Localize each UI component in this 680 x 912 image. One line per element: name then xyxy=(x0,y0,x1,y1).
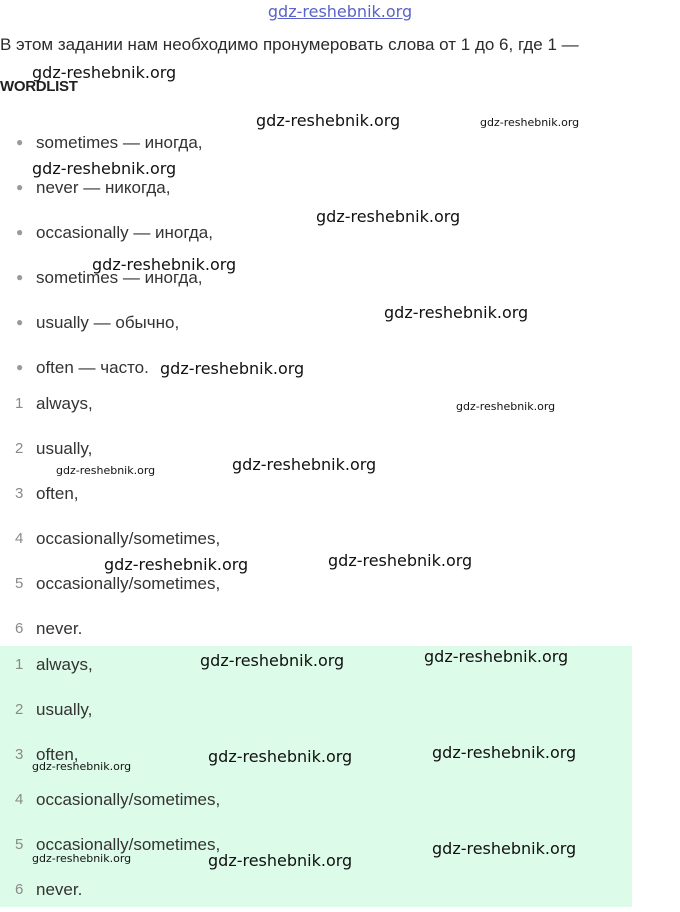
item-text: usually, xyxy=(36,439,93,458)
bullet-icon: ● xyxy=(16,135,24,149)
item-text: always, xyxy=(36,394,93,413)
list-item xyxy=(0,210,213,255)
item-text: always, xyxy=(36,655,93,674)
wordlist-item-text: often — часто. xyxy=(36,358,149,377)
watermark: gdz-reshebnik.org xyxy=(208,851,353,870)
item-number: 6 xyxy=(15,620,24,637)
item-text: occasionally/sometimes, xyxy=(36,790,221,809)
item-number: 5 xyxy=(15,575,24,592)
watermark: gdz-reshebnik.org xyxy=(32,159,177,178)
list-item xyxy=(0,642,220,687)
wordlist-item-text: occasionally — иногда, xyxy=(36,223,213,242)
watermark: gdz-reshebnik.org xyxy=(92,255,237,274)
watermark: gdz-reshebnik.org xyxy=(424,647,569,666)
item-number: 4 xyxy=(15,530,24,547)
wordlist-item-text: sometimes — иногда, xyxy=(36,268,203,287)
watermark: gdz-reshebnik.org xyxy=(200,651,345,670)
list-item xyxy=(0,687,220,732)
watermark: gdz-reshebnik.org xyxy=(32,852,132,865)
watermark: gdz-reshebnik.org xyxy=(32,760,132,773)
bullet-icon: ● xyxy=(16,360,24,374)
item-text: usually, xyxy=(36,700,93,719)
item-number: 2 xyxy=(15,701,24,718)
item-number: 3 xyxy=(15,746,24,763)
watermark: gdz-reshebnik.org xyxy=(32,63,177,82)
watermark: gdz-reshebnik.org xyxy=(256,111,401,130)
item-text: often, xyxy=(36,484,79,503)
list-item xyxy=(0,867,220,912)
watermark: gdz-reshebnik.org xyxy=(316,207,461,226)
intro-text: В этом задании нам необходимо пронумеровать слова от 1 до 6, где 1 — xyxy=(0,35,579,54)
list-item xyxy=(0,777,220,822)
item-text: occasionally/sometimes, xyxy=(36,835,221,854)
watermark: gdz-reshebnik.org xyxy=(480,116,580,129)
section-title: WORDLIST xyxy=(0,78,78,95)
item-number: 4 xyxy=(15,791,24,808)
item-number: 1 xyxy=(15,656,24,673)
bullet-icon: ● xyxy=(16,315,24,329)
watermark: gdz-reshebnik.org xyxy=(384,303,529,322)
item-text: never. xyxy=(36,619,83,638)
answer-list xyxy=(0,642,220,912)
item-text: occasionally/sometimes, xyxy=(36,574,221,593)
watermark: gdz-reshebnik.org xyxy=(104,555,249,574)
list-item xyxy=(0,300,213,345)
watermark: gdz-reshebnik.org xyxy=(232,455,377,474)
item-number: 5 xyxy=(15,836,24,853)
bullet-icon: ● xyxy=(16,225,24,239)
item-number: 2 xyxy=(15,440,24,457)
list-item xyxy=(0,381,220,426)
watermark: gdz-reshebnik.org xyxy=(160,359,305,378)
watermark: gdz-reshebnik.org xyxy=(432,839,577,858)
item-number: 6 xyxy=(15,881,24,898)
bullet-icon: ● xyxy=(16,270,24,284)
item-text: often, xyxy=(36,745,79,764)
item-number: 1 xyxy=(15,395,24,412)
bullet-icon: ● xyxy=(16,180,24,194)
ordered-list xyxy=(0,381,220,651)
wordlist-item-text: never — никогда, xyxy=(36,178,171,197)
wordlist-item-text: usually — обычно, xyxy=(36,313,180,332)
item-text: never. xyxy=(36,880,83,899)
item-text: occasionally/sometimes, xyxy=(36,529,221,548)
watermark: gdz-reshebnik.org xyxy=(56,464,156,477)
item-number: 3 xyxy=(15,485,24,502)
wordlist-item-text: sometimes — иногда, xyxy=(36,133,203,152)
list-item xyxy=(0,471,220,516)
site-header-link[interactable]: gdz-reshebnik.org xyxy=(267,2,413,21)
watermark: gdz-reshebnik.org xyxy=(456,400,556,413)
watermark: gdz-reshebnik.org xyxy=(328,551,473,570)
watermark: gdz-reshebnik.org xyxy=(432,743,577,762)
watermark: gdz-reshebnik.org xyxy=(208,747,353,766)
